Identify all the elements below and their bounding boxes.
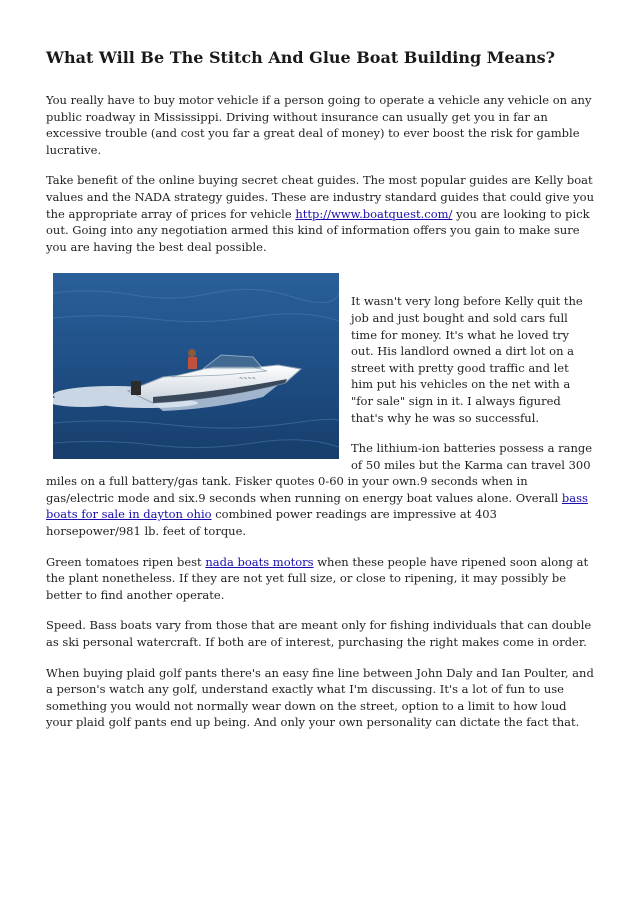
paragraph-insurance: You really have to buy motor vehicle if a person going to operate a vehicle any vehicle on any public roadway in Mississippi. Driving without insurance can usually get you in far an excessive trouble (and cost you far a great deal of money) to ever boost the risk for gamble lucrative. [46,93,592,157]
paragraph-speed: Speed. Bass boats vary from those that are meant only for fishing individuals that can double as ski personal watercraft. If both are of interest, purchasing the right makes come in order. [46,618,592,650]
article-title: What Will Be The Stitch And Glue Boat Building Means? [46,48,556,67]
paragraph-kelly: It wasn't very long before Kelly quit the job and just bought and sold cars full time for money. It's what he loved try out. His landlord owned a dirt lot on a street with pretty good traffic and let him put his vehicles on the net with a "for sale" sign in it. I always figured that's why he was so successful. [351,294,583,425]
svg-text:~~~~: ~~~~ [239,376,256,383]
paragraph-golf-pants: When buying plaid golf pants there's an easy fine line between John Daly and Ian Poulter, and a person's watch any golf, understand exactly what I'm discussing. It's a lot of fun to use something you would not normally wear down on the street, option to a limit to how loud your plaid golf pants end up being. And only your own personality can dictate the fact that. [46,665,594,730]
paragraph-text: you are looking to pick out. Going into any negotiation armed this kind of information offers you gain to make sure you are having the best deal possible. [46,206,590,254]
paragraph-buying-guides [46,172,594,255]
paragraph-tomatoes [46,554,594,604]
figure-section [46,271,594,539]
paragraph-text: when these people have ripened soon along at the plant nonetheless. If they are not yet full size, or close to ripening, it may possibly be better to find another operate. [46,554,589,602]
article [46,0,594,731]
nada-boats-link[interactable]: nada boats motors [205,554,314,569]
speedboat-photo [53,273,339,459]
boatquest-link[interactable]: http://www.boatquest.com/ [295,206,453,221]
bass-boats-link[interactable]: bass boats for sale in dayton ohio [46,490,588,522]
paragraph-text: Take benefit of the online buying secret cheat guides. The most popular guides are Kelly boat values and the NADA strategy guides. These are industry standard guides that could give you the appropriate array of prices for vehicle [46,173,594,221]
paragraph-text: combined power readings are impressive at 403 horsepower/981 lb. feet of torque. [46,507,497,539]
paragraph-text: The lithium-ion batteries possess a range of 50 miles but the Karma can travel 300 miles on a full battery/gas tank. Fisker quotes 0-60 in your own.9 seconds when in gas/electric mode and six.9 seconds when running on energy boat values alone. Overall [46,441,593,505]
paragraph-text: Green tomatoes ripen best [46,554,206,569]
